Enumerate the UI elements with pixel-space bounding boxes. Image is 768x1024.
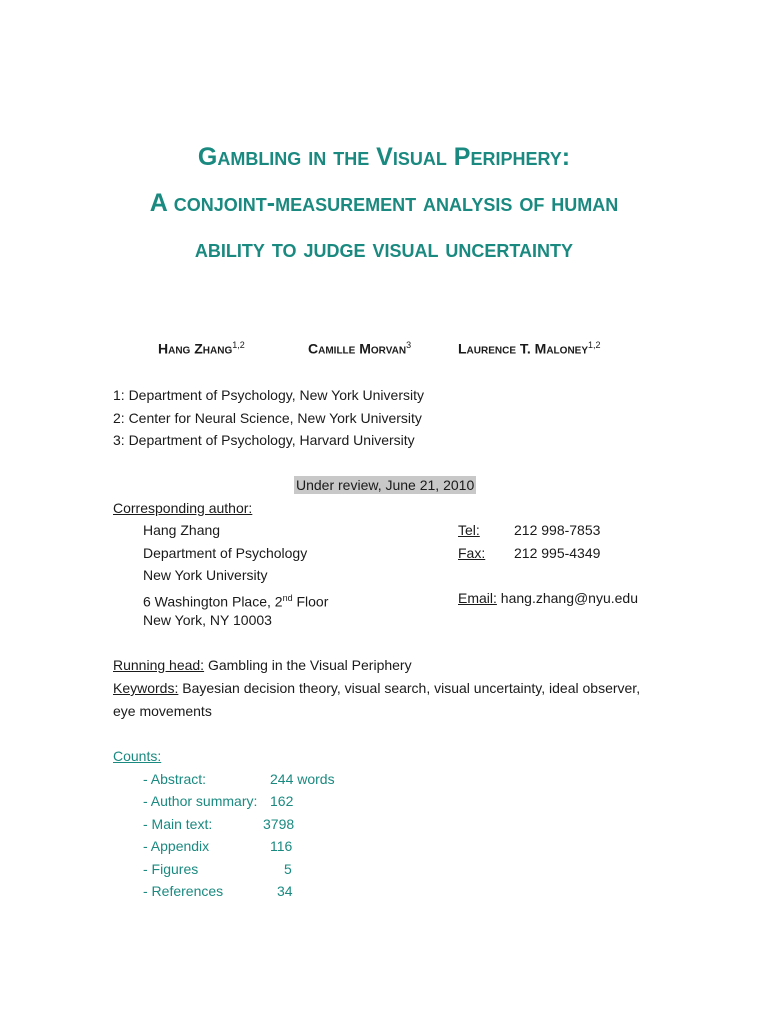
count-references-label: - References [143, 883, 224, 899]
count-references-value: 34 [277, 883, 293, 899]
email-line [458, 589, 638, 607]
email-label: Email: [458, 590, 497, 606]
running-head-text: Gambling in the Visual Periphery [204, 657, 412, 673]
address-ordinal: nd [282, 593, 293, 603]
author-2 [308, 340, 411, 357]
tel-number: 212 998-7853 [514, 522, 601, 538]
author-1-affil: 1,2 [232, 340, 245, 350]
count-figures-label: - Figures [143, 861, 199, 877]
paper-title-line-3: ability to judge visual uncertainty [194, 235, 574, 263]
count-appendix-value: 116 [270, 838, 293, 854]
email-address: hang.zhang@nyu.edu [496, 590, 639, 606]
count-appendix-label: - Appendix [143, 838, 210, 854]
count-figures-value: 5 [284, 861, 292, 877]
count-main-label: - Main text: [143, 816, 213, 832]
author-1 [158, 340, 245, 357]
affiliation-3: 3: Department of Psychology, Harvard University [113, 432, 415, 448]
corresponding-city: New York, NY 10003 [143, 612, 272, 628]
address-street: 6 Washington Place, 2 [143, 593, 283, 610]
count-abstract-value: 244 words [270, 771, 335, 787]
review-status-text: Under review, June 21, 2010 [296, 477, 475, 493]
author-2-name: Camille Morvan [308, 340, 407, 357]
counts-label: Counts: [113, 748, 162, 764]
count-summary-value: 162 [270, 793, 294, 809]
corresponding-name: Hang Zhang [143, 522, 221, 538]
count-abstract-label: - Abstract: [143, 771, 207, 787]
keywords-label: Keywords: [113, 680, 179, 696]
corresponding-address [143, 589, 328, 611]
author-3-affil: 1,2 [588, 340, 601, 350]
corresponding-label: Corresponding author: [113, 500, 253, 516]
affiliation-1: 1: Department of Psychology, New York University [113, 387, 424, 403]
keywords-text: Bayesian decision theory, visual search, visual uncertainty, ideal observer, [178, 680, 641, 696]
review-status [294, 476, 476, 494]
author-3 [458, 340, 601, 357]
running-head [113, 656, 412, 674]
corresponding-univ: New York University [143, 567, 268, 583]
affiliation-2: 2: Center for Neural Science, New York University [113, 410, 422, 426]
fax-number: 212 995-4349 [514, 545, 601, 561]
address-floor: Floor [292, 593, 329, 610]
keywords [113, 679, 640, 697]
fax-label: Fax: [458, 545, 486, 561]
running-head-label: Running head: [113, 657, 205, 673]
tel-label: Tel: [458, 522, 480, 538]
keywords-continued: eye movements [113, 703, 212, 719]
count-main-value: 3798 [263, 816, 295, 832]
author-3-name: Laurence T. Maloney [458, 340, 589, 357]
count-summary-label: - Author summary: [143, 793, 258, 809]
paper-title-line-2: A conjoint-measurement analysis of human [149, 189, 619, 217]
corresponding-dept: Department of Psychology [143, 545, 308, 561]
author-2-affil: 3 [406, 340, 412, 350]
author-1-name: Hang Zhang [158, 340, 233, 357]
paper-title-line-1: Gambling in the Visual Periphery: [197, 143, 571, 171]
